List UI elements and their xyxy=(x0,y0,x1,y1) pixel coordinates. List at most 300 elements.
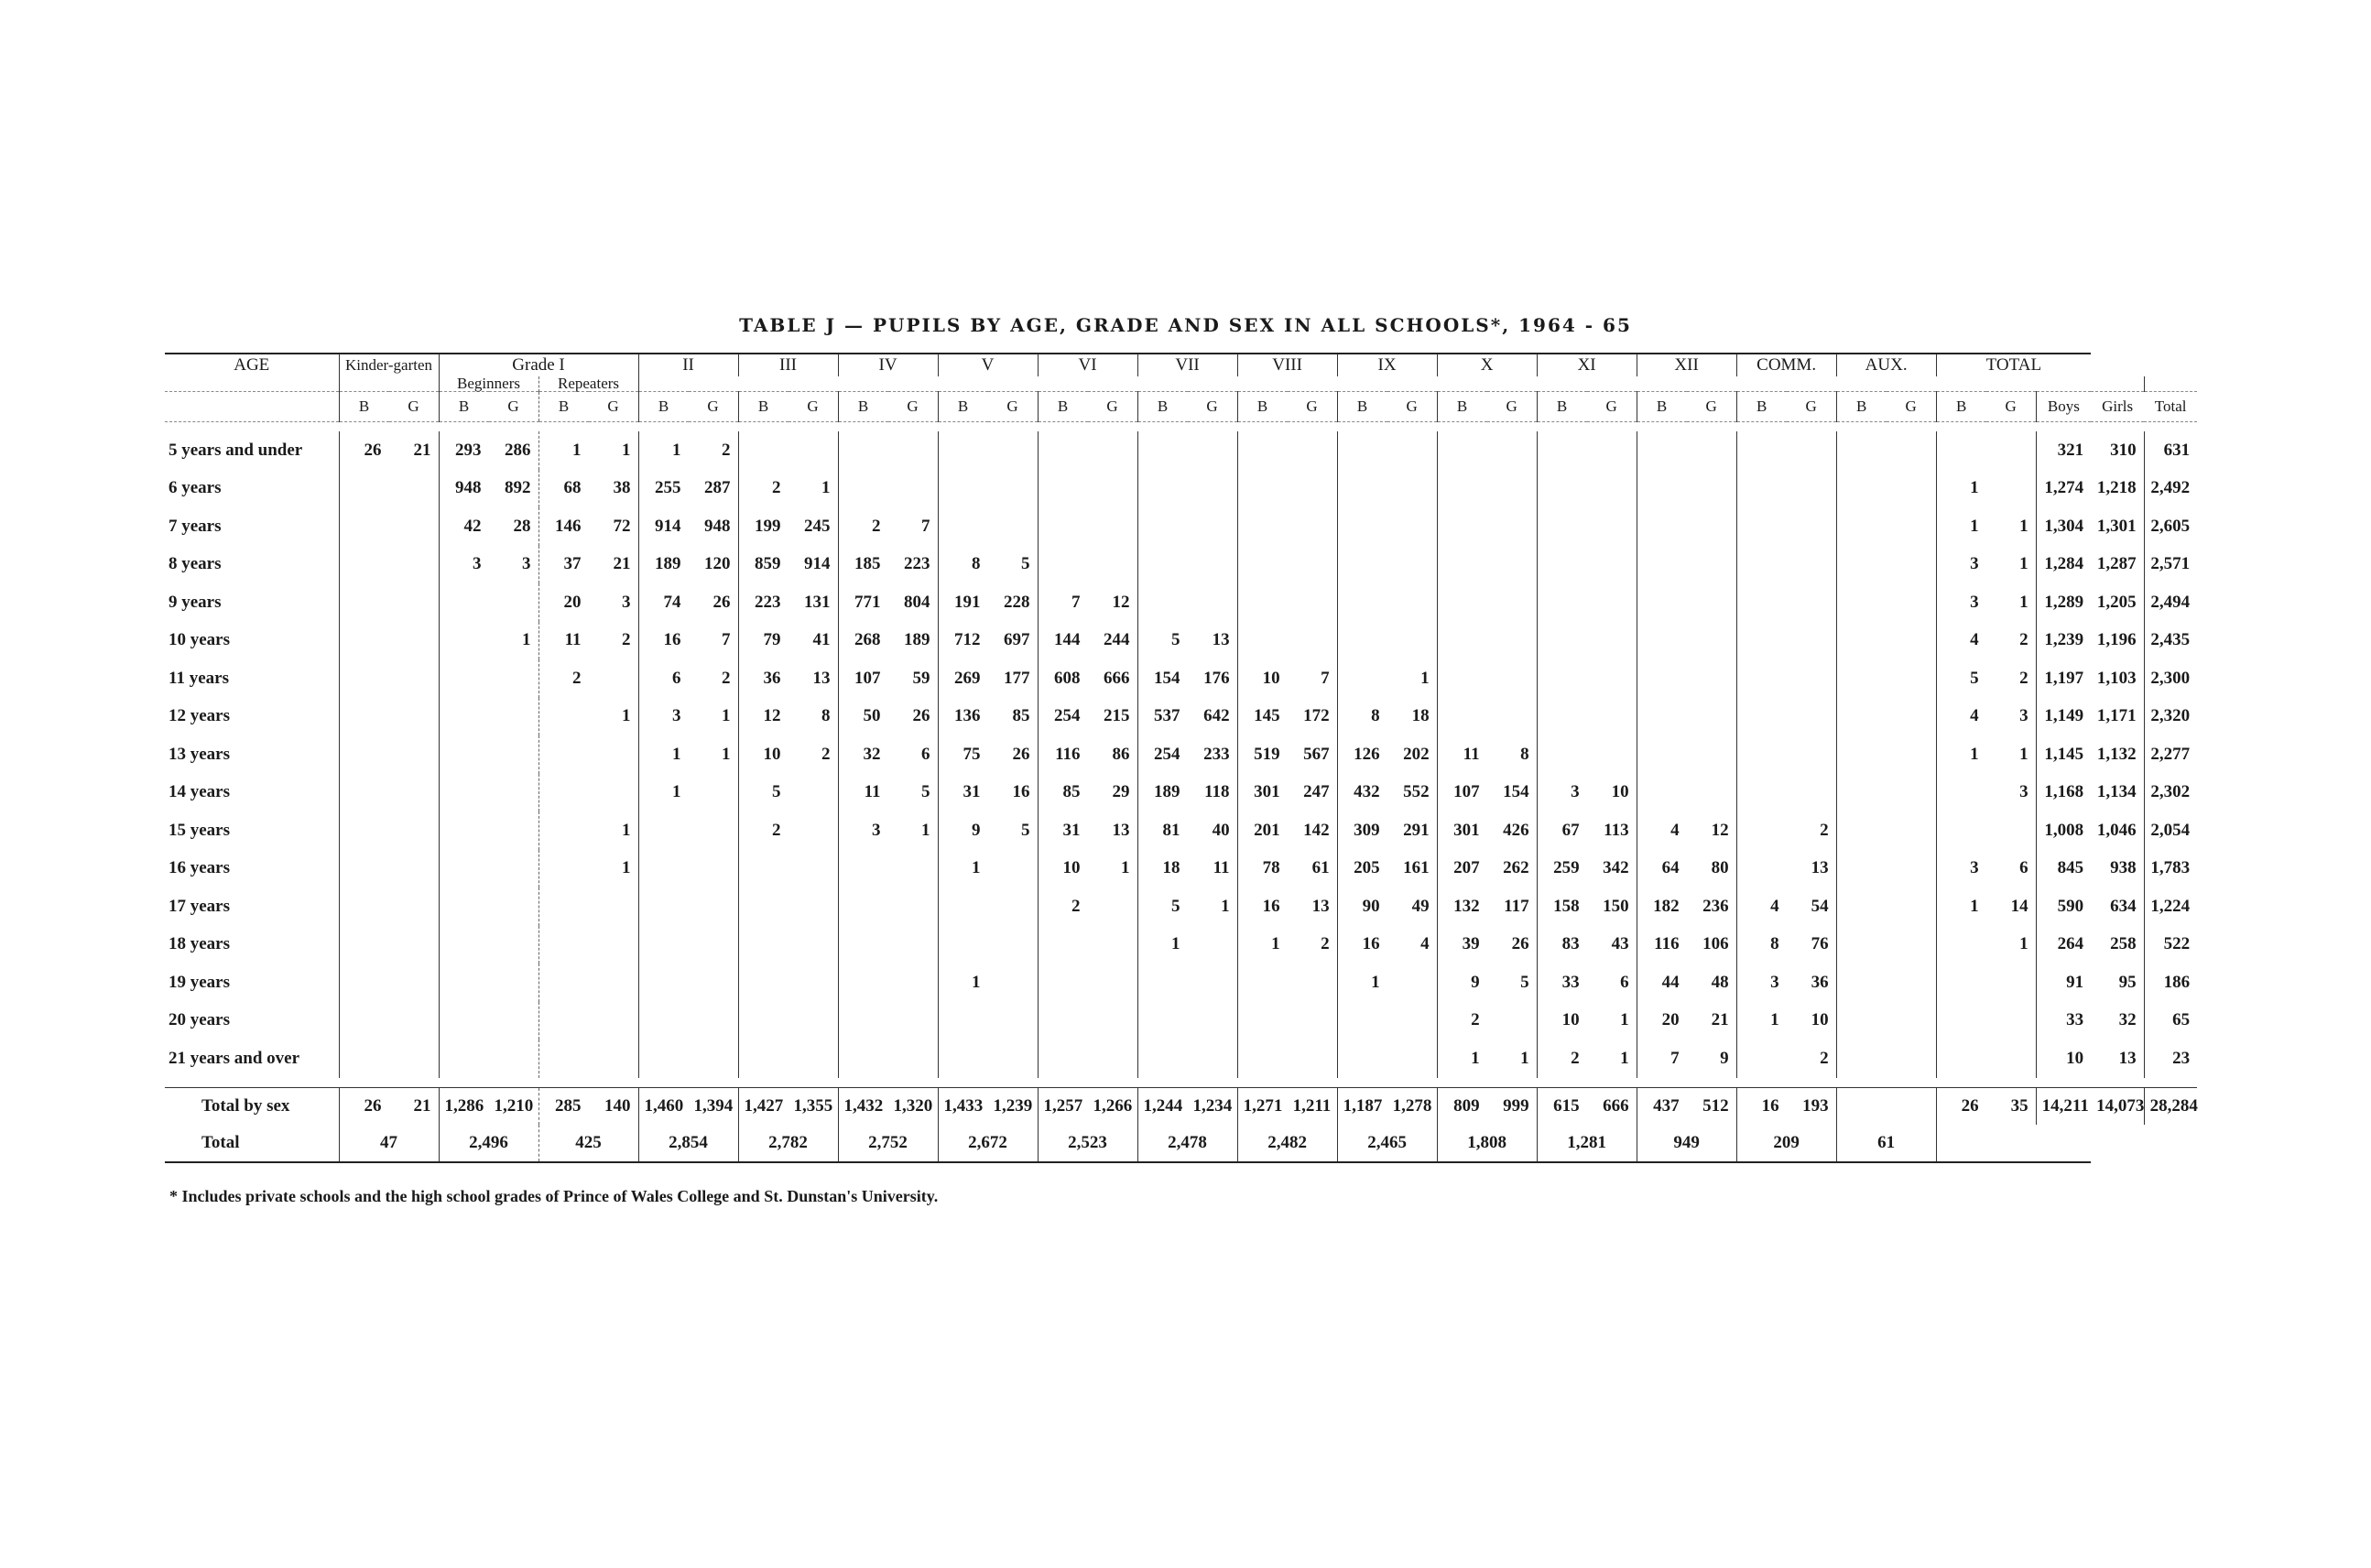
table-cell xyxy=(1487,431,1538,470)
table-cell: 2,054 xyxy=(2144,811,2197,850)
table-cell xyxy=(738,926,789,964)
table-cell xyxy=(1936,1002,1986,1040)
table-cell xyxy=(738,964,789,1002)
table-cell: 522 xyxy=(2144,926,2197,964)
table-cell: 2 xyxy=(538,659,589,698)
table-cell: 1,132 xyxy=(2096,744,2137,764)
table-cell: 948 xyxy=(704,516,731,536)
header-grade-iii: III xyxy=(738,354,838,376)
header-sex-b: B xyxy=(1137,392,1188,422)
table-cell xyxy=(1038,1040,1088,1078)
table-cell xyxy=(1637,546,1687,584)
header-sex-g: G xyxy=(689,392,739,422)
table-cell: 29 xyxy=(1112,782,1130,802)
table-cell: 6 xyxy=(1620,972,1629,992)
table-cell xyxy=(1986,431,2037,470)
table-cell: 3 xyxy=(522,554,531,574)
header-grade-x: X xyxy=(1437,354,1537,376)
table-cell xyxy=(1288,622,1338,660)
header-grade-vi: VI xyxy=(1038,354,1137,376)
table-cell: 202 xyxy=(1403,744,1430,764)
table-cell xyxy=(1887,926,1937,964)
table-cell xyxy=(589,774,639,812)
table-cell xyxy=(1337,1040,1387,1078)
table-cell: 33 xyxy=(2036,1002,2091,1040)
table-cell: 146 xyxy=(538,507,589,546)
total-by-sex-cell: 809 xyxy=(1437,1087,1487,1125)
table-cell: 16 xyxy=(638,622,689,660)
age-label: 13 years xyxy=(169,744,231,764)
table-cell: 68 xyxy=(538,470,589,508)
table-cell xyxy=(339,622,389,660)
table-cell xyxy=(1387,1040,1438,1078)
header-comm: COMM. xyxy=(1736,354,1836,376)
table-cell: 291 xyxy=(1403,820,1430,840)
total-by-sex-cell: 512 xyxy=(1687,1087,1737,1125)
table-cell: 126 xyxy=(1337,735,1387,774)
table-cell: 7 xyxy=(1038,583,1088,622)
table-cell xyxy=(1537,431,1587,470)
table-cell: 321 xyxy=(2036,431,2091,470)
table-cell xyxy=(1736,583,1787,622)
table-cell xyxy=(1188,431,1238,470)
table-cell: 3 xyxy=(1936,546,1986,584)
table-cell: 107 xyxy=(1437,774,1487,812)
table-cell xyxy=(489,850,539,888)
table-cell: 185 xyxy=(838,546,888,584)
age-label: 8 years xyxy=(169,554,222,574)
table-cell: 3 xyxy=(1936,583,1986,622)
table-cell xyxy=(1137,470,1188,508)
table-cell: 36 xyxy=(1811,972,1829,992)
table-cell xyxy=(789,964,839,1002)
table-cell: 215 xyxy=(1104,706,1130,726)
table-cell xyxy=(1337,583,1387,622)
table-cell: 914 xyxy=(638,507,689,546)
table-cell: 7 xyxy=(722,630,731,650)
total-by-sex-cell xyxy=(1836,1087,1887,1125)
table-cell xyxy=(1587,470,1637,508)
table-cell xyxy=(689,887,739,926)
table-cell xyxy=(838,850,888,888)
table-cell xyxy=(1487,583,1538,622)
table-cell xyxy=(1836,507,1887,546)
table-cell: 254 xyxy=(1137,735,1188,774)
table-cell xyxy=(1188,507,1238,546)
table-cell: 3 xyxy=(622,592,631,612)
table-cell xyxy=(538,926,589,964)
table-cell: 16 xyxy=(1012,782,1030,802)
table-cell: 59 xyxy=(912,668,930,688)
table-cell: 13 xyxy=(1112,820,1130,840)
table-cell: 1,224 xyxy=(2144,887,2197,926)
table-cell: 8 xyxy=(821,706,831,726)
table-cell xyxy=(689,850,739,888)
table-cell: 39 xyxy=(1437,926,1487,964)
table-cell: 120 xyxy=(704,554,731,574)
table-cell: 11 xyxy=(838,774,888,812)
table-cell: 16 xyxy=(1337,926,1387,964)
table-cell xyxy=(339,546,389,584)
table-cell: 5 xyxy=(1021,554,1030,574)
table-cell: 426 xyxy=(1503,820,1529,840)
total-cell: 2,478 xyxy=(1137,1125,1237,1162)
table-cell: 286 xyxy=(505,440,531,460)
table-cell: 65 xyxy=(2144,1002,2197,1040)
table-cell xyxy=(1487,470,1538,508)
header-sex-g: G xyxy=(1487,392,1538,422)
table-cell: 136 xyxy=(938,698,988,736)
table-cell xyxy=(638,964,689,1002)
table-cell: 631 xyxy=(2144,431,2197,470)
table-cell xyxy=(938,507,988,546)
table-cell xyxy=(988,887,1039,926)
table-cell xyxy=(1337,470,1387,508)
table-cell xyxy=(1836,1040,1887,1078)
table-cell xyxy=(738,1002,789,1040)
table-cell xyxy=(1387,622,1438,660)
table-cell: 72 xyxy=(613,516,631,536)
table-cell: 40 xyxy=(1212,820,1230,840)
table-cell: 1,218 xyxy=(2096,478,2137,498)
total-by-sex-cell: 14,073 xyxy=(2091,1087,2144,1125)
table-cell xyxy=(389,546,440,584)
table-cell xyxy=(1836,470,1887,508)
table-cell: 32 xyxy=(838,735,888,774)
table-cell: 301 xyxy=(1437,811,1487,850)
table-cell: 91 xyxy=(2036,964,2091,1002)
header-row-sex xyxy=(165,392,2262,422)
table-cell xyxy=(439,811,489,850)
data-table xyxy=(165,353,2262,1163)
table-cell: 205 xyxy=(1337,850,1387,888)
table-cell: 13 xyxy=(1212,630,1230,650)
table-cell: 1,197 xyxy=(2036,659,2091,698)
table-cell: 182 xyxy=(1637,887,1687,926)
table-cell xyxy=(738,850,789,888)
header-row-groups xyxy=(165,354,2262,376)
table-cell xyxy=(638,1002,689,1040)
table-cell: 1,008 xyxy=(2036,811,2091,850)
table-cell: 2 xyxy=(1537,1040,1587,1078)
table-cell xyxy=(789,1040,839,1078)
table-cell xyxy=(1986,1002,2037,1040)
table-cell xyxy=(1887,583,1937,622)
table-cell xyxy=(1836,431,1887,470)
table-cell: 2 xyxy=(1038,887,1088,926)
table-cell xyxy=(389,698,440,736)
header-sex-b: B xyxy=(638,392,689,422)
table-cell: 75 xyxy=(938,735,988,774)
table-cell xyxy=(589,926,639,964)
table-cell xyxy=(589,1040,639,1078)
table-cell xyxy=(1887,811,1937,850)
table-cell xyxy=(1288,1002,1338,1040)
table-cell xyxy=(888,850,939,888)
table-cell: 13 xyxy=(1811,858,1829,878)
table-cell: 1 xyxy=(622,858,631,878)
table-cell xyxy=(938,926,988,964)
table-cell xyxy=(1836,964,1887,1002)
table-cell xyxy=(389,774,440,812)
total-by-sex-row xyxy=(165,1087,2262,1125)
table-cell: 262 xyxy=(1503,858,1529,878)
table-cell xyxy=(1337,431,1387,470)
table-cell xyxy=(1887,470,1937,508)
total-by-sex-cell: 1,432 xyxy=(838,1087,888,1125)
table-cell: 7 xyxy=(1637,1040,1687,1078)
total-cell xyxy=(1936,1125,2091,1162)
header-sex-g: G xyxy=(888,392,939,422)
header-sex-g: G xyxy=(988,392,1039,422)
header-sex-b: B xyxy=(1936,392,1986,422)
table-cell xyxy=(1736,470,1787,508)
table-cell: 342 xyxy=(1603,858,1629,878)
table-cell xyxy=(838,887,888,926)
table-cell xyxy=(988,431,1039,470)
table-cell xyxy=(1337,507,1387,546)
table-cell: 3 xyxy=(439,546,489,584)
table-cell xyxy=(1537,470,1587,508)
table-row xyxy=(165,964,2262,1002)
table-cell: 33 xyxy=(1537,964,1587,1002)
table-cell: 2 xyxy=(1820,820,1829,840)
table-cell xyxy=(1088,1002,1138,1040)
table-cell: 10 xyxy=(1611,782,1629,802)
total-by-sex-cell: 35 xyxy=(1986,1087,2037,1125)
header-total_col: Total xyxy=(2144,392,2197,422)
table-cell: 13 xyxy=(2118,1048,2137,1068)
table-cell xyxy=(589,964,639,1002)
age-label: 12 years xyxy=(169,706,231,726)
total-cell: 2,465 xyxy=(1337,1125,1437,1162)
total-by-sex-cell: 1,234 xyxy=(1188,1087,1238,1125)
table-cell xyxy=(389,470,440,508)
table-cell: 2,494 xyxy=(2144,583,2197,622)
table-cell: 13 xyxy=(1311,896,1330,916)
header-sex-b: B xyxy=(1337,392,1387,422)
table-cell: 83 xyxy=(1537,926,1587,964)
table-cell: 18 xyxy=(1137,850,1188,888)
table-cell: 771 xyxy=(838,583,888,622)
table-cell xyxy=(1537,546,1587,584)
table-cell: 8 xyxy=(938,546,988,584)
table-cell xyxy=(1787,470,1837,508)
age-label: 21 years and over xyxy=(169,1048,300,1068)
table-cell: 1,783 xyxy=(2144,850,2197,888)
total-cell: 2,782 xyxy=(738,1125,838,1162)
table-cell xyxy=(339,774,389,812)
table-cell: 31 xyxy=(1038,811,1088,850)
table-cell: 26 xyxy=(1511,934,1529,954)
table-cell: 4 xyxy=(1420,934,1430,954)
table-cell: 3 xyxy=(2019,706,2028,726)
table-cell xyxy=(1088,431,1138,470)
table-row xyxy=(165,1040,2262,1078)
table-cell: 54 xyxy=(1811,896,1829,916)
table-cell xyxy=(1986,811,2037,850)
age-label: 17 years xyxy=(169,896,231,916)
table-cell xyxy=(888,887,939,926)
total-by-sex-cell: 1,210 xyxy=(489,1087,539,1125)
header-row-sub xyxy=(165,376,2262,392)
table-cell xyxy=(1487,1002,1538,1040)
table-cell: 2 xyxy=(722,668,731,688)
total-by-sex-cell: 1,239 xyxy=(988,1087,1039,1125)
table-cell: 4 xyxy=(1637,811,1687,850)
table-cell: 1 xyxy=(938,850,988,888)
table-cell: 1 xyxy=(1221,896,1230,916)
table-cell: 1 xyxy=(638,431,689,470)
table-cell xyxy=(1137,1002,1188,1040)
table-cell xyxy=(838,964,888,1002)
table-cell xyxy=(1237,470,1288,508)
table-cell: 2 xyxy=(2019,668,2028,688)
table-cell: 712 xyxy=(938,622,988,660)
total-cell: 61 xyxy=(1836,1125,1936,1162)
table-cell: 3 xyxy=(638,698,689,736)
table-cell: 189 xyxy=(904,630,930,650)
table-cell: 1 xyxy=(622,706,631,726)
table-cell xyxy=(389,850,440,888)
table-cell xyxy=(489,811,539,850)
total-by-sex-cell: 1,271 xyxy=(1237,1087,1288,1125)
table-cell xyxy=(1836,735,1887,774)
table-cell: 309 xyxy=(1337,811,1387,850)
table-cell xyxy=(988,926,1039,964)
table-cell xyxy=(689,811,739,850)
total-by-sex-cell: 1,320 xyxy=(888,1087,939,1125)
table-cell xyxy=(1936,774,1986,812)
header-total: TOTAL xyxy=(1936,354,2091,376)
table-cell: 20 xyxy=(1637,1002,1687,1040)
table-cell: 26 xyxy=(339,431,389,470)
table-cell xyxy=(1587,622,1637,660)
table-cell: 914 xyxy=(804,554,831,574)
table-cell: 2,571 xyxy=(2144,546,2197,584)
table-cell xyxy=(1437,622,1487,660)
total-cell: 1,808 xyxy=(1437,1125,1537,1162)
table-cell xyxy=(589,887,639,926)
total-by-sex-cell: 1,427 xyxy=(738,1087,789,1125)
table-cell xyxy=(538,887,589,926)
table-cell xyxy=(1986,1040,2037,1078)
table-cell: 67 xyxy=(1537,811,1587,850)
table-cell: 233 xyxy=(1203,744,1230,764)
table-cell: 14 xyxy=(2010,896,2028,916)
table-cell xyxy=(789,431,839,470)
table-cell xyxy=(1887,698,1937,736)
header-sex-b: B xyxy=(738,392,789,422)
header-aux: AUX. xyxy=(1836,354,1936,376)
table-cell xyxy=(1088,546,1138,584)
table-cell xyxy=(1587,507,1637,546)
table-cell: 1 xyxy=(1137,926,1188,964)
table-row xyxy=(165,887,2262,926)
table-cell xyxy=(339,470,389,508)
age-label: 6 years xyxy=(169,478,222,498)
table-cell xyxy=(1936,431,1986,470)
total-by-sex-cell: 615 xyxy=(1537,1087,1587,1125)
table-cell: 1 xyxy=(1936,735,1986,774)
table-cell: 1 xyxy=(2019,592,2028,612)
total-by-sex-cell: 1,211 xyxy=(1288,1087,1338,1125)
total-cell: 2,672 xyxy=(938,1125,1038,1162)
table-cell xyxy=(339,964,389,1002)
total-row xyxy=(165,1125,2262,1162)
table-cell xyxy=(339,850,389,888)
table-cell xyxy=(1687,774,1737,812)
table-cell xyxy=(1237,964,1288,1002)
table-cell: 201 xyxy=(1237,811,1288,850)
table-cell xyxy=(1587,431,1637,470)
table-cell xyxy=(738,1040,789,1078)
table-cell: 1,287 xyxy=(2096,554,2137,574)
table-cell: 186 xyxy=(2144,964,2197,1002)
table-cell xyxy=(1687,583,1737,622)
header-grade-vii: VII xyxy=(1137,354,1237,376)
table-cell: 1 xyxy=(1936,887,1986,926)
table-cell xyxy=(1337,659,1387,698)
table-cell xyxy=(1288,583,1338,622)
total-cell: 2,752 xyxy=(838,1125,938,1162)
header-sex-g: G xyxy=(1288,392,1338,422)
table-cell: 28 xyxy=(513,516,531,536)
table-cell xyxy=(1337,622,1387,660)
table-cell xyxy=(888,431,939,470)
table-cell xyxy=(838,470,888,508)
table-cell xyxy=(339,1040,389,1078)
total-by-sex-label: Total by sex xyxy=(165,1087,339,1125)
table-cell xyxy=(1787,546,1837,584)
table-row xyxy=(165,622,2262,660)
total-by-sex-cell: 1,266 xyxy=(1088,1087,1138,1125)
table-cell: 50 xyxy=(838,698,888,736)
table-cell xyxy=(1487,698,1538,736)
table-cell xyxy=(1736,546,1787,584)
table-cell xyxy=(689,1002,739,1040)
total-label: Total xyxy=(165,1125,339,1162)
table-cell xyxy=(1137,583,1188,622)
table-cell: 21 xyxy=(613,554,631,574)
table-cell: 1,134 xyxy=(2096,782,2137,802)
header-grade1: Grade I xyxy=(439,354,638,376)
table-cell: 1 xyxy=(2019,516,2028,536)
table-cell xyxy=(1936,1040,1986,1078)
table-cell: 1,274 xyxy=(2036,470,2091,508)
table-cell: 1 xyxy=(1736,1002,1787,1040)
table-cell xyxy=(1637,774,1687,812)
table-cell xyxy=(1637,698,1687,736)
table-cell: 107 xyxy=(838,659,888,698)
table-cell xyxy=(638,926,689,964)
table-cell xyxy=(1038,964,1088,1002)
table-cell: 9 xyxy=(938,811,988,850)
table-cell xyxy=(1736,507,1787,546)
table-cell xyxy=(1687,546,1737,584)
table-cell: 5 xyxy=(1936,659,1986,698)
table-cell: 1 xyxy=(1121,858,1130,878)
table-cell: 1,171 xyxy=(2096,706,2137,726)
table-cell: 7 xyxy=(921,516,930,536)
age-label: 14 years xyxy=(169,782,231,802)
table-cell xyxy=(1537,698,1587,736)
table-cell xyxy=(1188,1040,1238,1078)
header-sex-g: G xyxy=(1587,392,1637,422)
table-cell xyxy=(1437,698,1487,736)
header-sex-b: B xyxy=(439,392,489,422)
table-cell xyxy=(538,811,589,850)
